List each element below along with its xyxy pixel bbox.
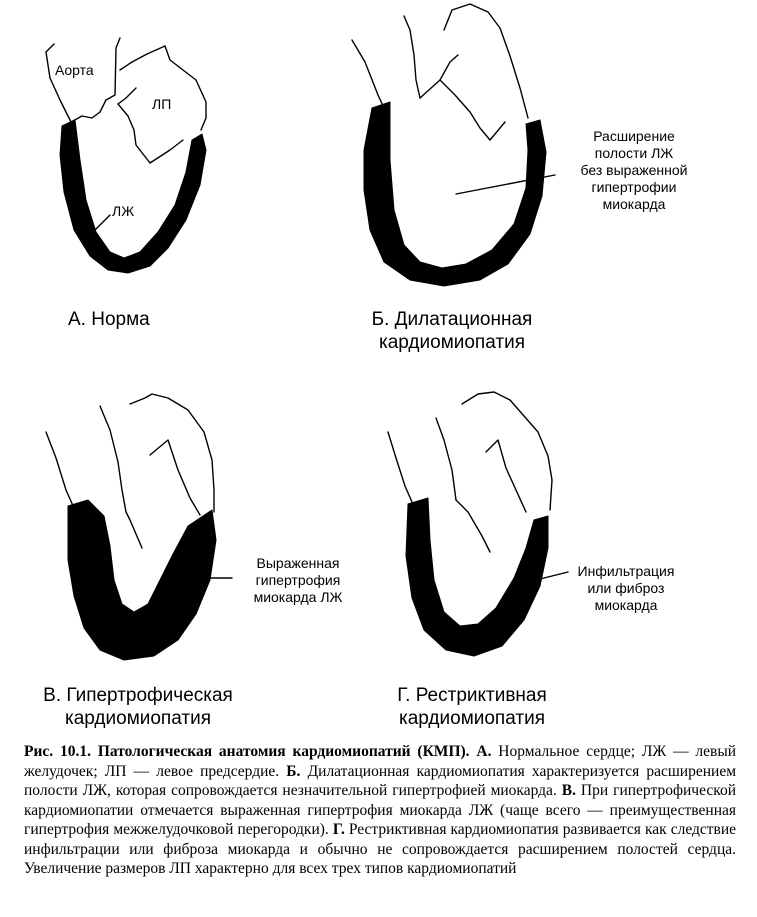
lv-wall-b (364, 102, 546, 286)
note-line: Инфильтрация (577, 563, 675, 579)
atrium-top (444, 4, 528, 118)
caption-letter-d: Г. (332, 821, 345, 838)
caption-text-c: При гипертрофической кардиомиопатии отмечается выраженная гипертрофия миокарда ЛЖ (чаще всего — преимущественная гипертрофия межжелудочковой перегородки). (24, 782, 737, 838)
heart-dilated (352, 4, 555, 286)
title-line: кардиомиопатия (379, 332, 525, 353)
atrium-inner (486, 440, 526, 512)
caption-letter-b: Б. (286, 762, 301, 780)
panel-a-title: А. Норма (68, 309, 150, 330)
caption-text-d: Рестриктивная кардиомиопатия развивается как следствие инфильтрации или фиброза миокарда и обычно не сопровождается расширением полостей сердца. Увеличение размеров ЛП характерно для всех трех типов кардиомиопатий (24, 821, 737, 877)
heart-restrictive (388, 392, 568, 656)
atrium-septum (126, 512, 142, 548)
note-line: миокарда (594, 597, 658, 613)
atrium-septum (456, 500, 490, 552)
panel-d-title (372, 684, 572, 730)
figure-number: Рис. 10.1. (24, 743, 91, 760)
caption-letter-c: В. (561, 782, 576, 799)
note-line: Выраженная (256, 555, 340, 571)
lv-label: ЛЖ (112, 203, 135, 219)
caption-letter-a: А. (476, 743, 492, 760)
aorta-outline (46, 432, 74, 508)
note-line: гипертрофия (255, 572, 341, 588)
panel-d-note (566, 563, 686, 614)
note-line: без выраженной (580, 162, 688, 178)
note-line: гипертрофии (591, 179, 677, 195)
panel-c-title (18, 684, 258, 730)
note-line: полости ЛЖ (594, 145, 674, 161)
title-line: кардиомиопатия (399, 708, 545, 729)
note-line: или фиброз (587, 580, 665, 596)
caption-text-a: Нормальное сердце; ЛЖ — левый желудочек; ЛП — левое предсердие. (24, 743, 737, 780)
caption-text-b: Дилатационная кардиомиопатия характеризуется расширением полости ЛЖ, которая сопровождается незначительной гипертрофией миокарда. (24, 762, 737, 799)
la-label: ЛП (152, 96, 172, 112)
note-line: миокарда ЛЖ (253, 589, 343, 605)
note-line: Расширение (593, 128, 675, 144)
note-line: миокарда (602, 196, 666, 212)
heart-hypertrophic (46, 394, 232, 660)
lv-wall-d (406, 498, 548, 656)
aorta-outline-right (100, 406, 126, 512)
aorta-outline-right (100, 38, 120, 112)
lv-wall-c (68, 500, 216, 660)
figure-caption (24, 742, 736, 879)
panel-b-title (342, 308, 562, 354)
panel-b-note (566, 128, 702, 213)
title-line: В. Гипертрофическая (43, 685, 233, 706)
atrium-septum (118, 104, 183, 163)
aorta-outline (352, 40, 384, 108)
figure-title: Патологическая анатомия кардиомиопатий (КМП). (97, 743, 470, 760)
aorta-outline (388, 432, 412, 502)
aorta-outline-right (436, 418, 456, 500)
title-line: Б. Дилатационная (371, 309, 533, 330)
lv-wall-a (60, 120, 206, 273)
aorta-outline-right (404, 16, 420, 98)
title-line: Г. Рестриктивная (397, 685, 547, 706)
aorta-outline (46, 44, 71, 122)
aorta-label: Аорта (55, 62, 94, 78)
title-line: кардиомиопатия (65, 708, 211, 729)
atrium-top (462, 392, 552, 510)
atrium-inner (150, 440, 200, 515)
atrium-right (165, 46, 206, 130)
atrium-inner (440, 80, 505, 140)
panel-c-note (228, 555, 368, 606)
atrium-inner (118, 88, 136, 104)
atrium-top (120, 46, 165, 70)
